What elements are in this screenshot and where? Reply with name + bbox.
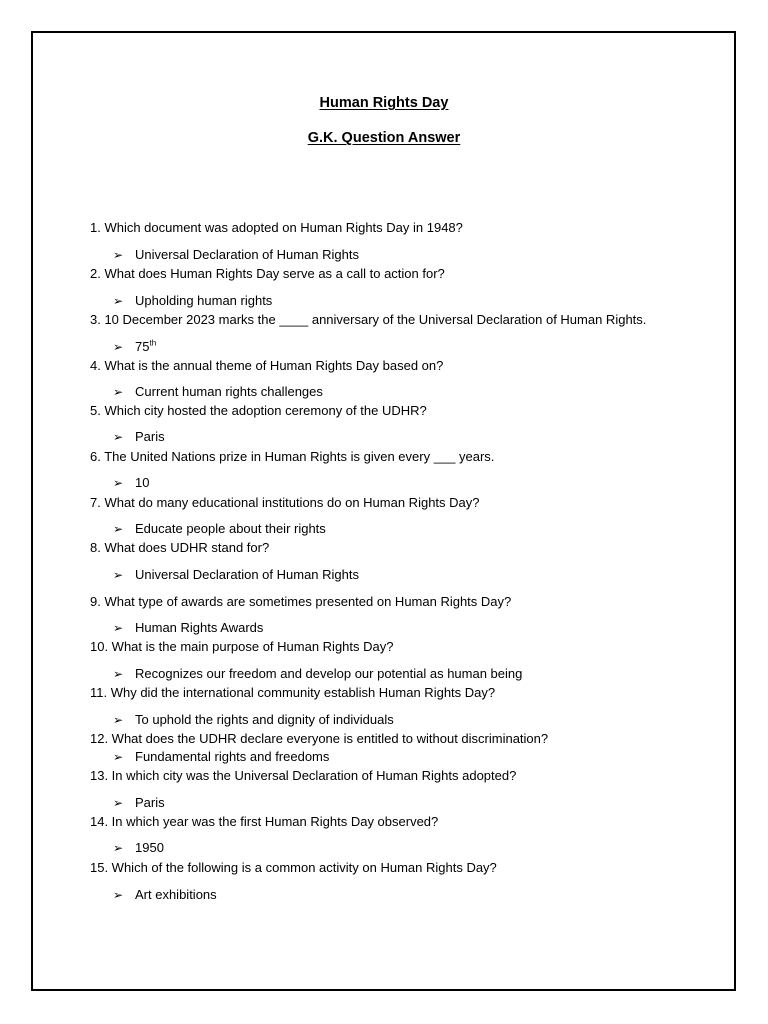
question-10: 10. What is the main purpose of Human Rights Day? <box>90 639 394 654</box>
question-6: 6. The United Nations prize in Human Rights is given every ___ years. <box>90 449 495 464</box>
answer-14 <box>113 840 164 856</box>
arrow-bullet-icon: ➢ <box>113 522 124 536</box>
answer-12 <box>113 749 329 765</box>
question-7: 7. What do many educational institutions do on Human Rights Day? <box>90 495 480 510</box>
question-3: 3. 10 December 2023 marks the ____ anniversary of the Universal Declaration of Human Rights. <box>90 312 647 327</box>
answer-7 <box>113 521 326 537</box>
document-subtitle: G.K. Question Answer <box>307 130 461 146</box>
answer-text: 10 <box>135 475 150 490</box>
arrow-bullet-icon: ➢ <box>113 841 124 855</box>
answer-8 <box>113 567 359 583</box>
answer-text: Fundamental rights and freedoms <box>135 749 330 764</box>
answer-1 <box>113 247 359 263</box>
answer-text: 1950 <box>135 840 164 855</box>
answer-text: Universal Declaration of Human Rights <box>135 247 359 262</box>
answer-text: To uphold the rights and dignity of individuals <box>135 712 394 727</box>
question-2: 2. What does Human Rights Day serve as a call to action for? <box>90 266 445 281</box>
arrow-bullet-icon: ➢ <box>113 667 124 681</box>
question-1: 1. Which document was adopted on Human Rights Day in 1948? <box>90 220 463 235</box>
answer-text: Paris <box>135 795 165 810</box>
answer-2 <box>113 293 272 309</box>
answer-11 <box>113 712 394 728</box>
answer-text: Upholding human rights <box>135 293 273 308</box>
arrow-bullet-icon: ➢ <box>113 568 124 582</box>
answer-3 <box>113 339 156 355</box>
question-5: 5. Which city hosted the adoption ceremony of the UDHR? <box>90 403 427 418</box>
answer-text: Paris <box>135 429 165 444</box>
arrow-bullet-icon: ➢ <box>113 385 124 399</box>
answer-text: Recognizes our freedom and develop our potential as human being <box>135 666 523 681</box>
arrow-bullet-icon: ➢ <box>113 750 124 764</box>
question-12: 12. What does the UDHR declare everyone is entitled to without discrimination? <box>90 731 549 746</box>
question-8: 8. What does UDHR stand for? <box>90 540 270 555</box>
arrow-bullet-icon: ➢ <box>113 621 124 635</box>
answer-text: 75 <box>135 339 150 354</box>
answer-text: Universal Declaration of Human Rights <box>135 567 359 582</box>
document-title: Human Rights Day <box>319 95 449 111</box>
arrow-bullet-icon: ➢ <box>113 713 124 727</box>
arrow-bullet-icon: ➢ <box>113 796 124 810</box>
arrow-bullet-icon: ➢ <box>113 248 124 262</box>
answer-15 <box>113 887 217 903</box>
answer-text: Current human rights challenges <box>135 384 323 399</box>
question-11: 11. Why did the international community establish Human Rights Day? <box>90 685 496 700</box>
answer-10 <box>113 666 522 682</box>
answer-13 <box>113 795 165 811</box>
answer-superscript: th <box>149 338 157 348</box>
question-9: 9. What type of awards are sometimes presented on Human Rights Day? <box>90 594 512 609</box>
arrow-bullet-icon: ➢ <box>113 476 124 490</box>
answer-9 <box>113 620 263 636</box>
arrow-bullet-icon: ➢ <box>113 340 124 354</box>
answer-4 <box>113 384 323 400</box>
answer-text: Art exhibitions <box>135 887 217 902</box>
question-13: 13. In which city was the Universal Declaration of Human Rights adopted? <box>90 768 517 783</box>
arrow-bullet-icon: ➢ <box>113 294 124 308</box>
arrow-bullet-icon: ➢ <box>113 430 124 444</box>
arrow-bullet-icon: ➢ <box>113 888 124 902</box>
answer-text: Human Rights Awards <box>135 620 264 635</box>
answer-text: Educate people about their rights <box>135 521 326 536</box>
question-14: 14. In which year was the first Human Rights Day observed? <box>90 814 439 829</box>
question-15: 15. Which of the following is a common activity on Human Rights Day? <box>90 860 497 875</box>
question-4: 4. What is the annual theme of Human Rights Day based on? <box>90 358 444 373</box>
answer-6 <box>113 475 149 491</box>
answer-5 <box>113 429 165 445</box>
